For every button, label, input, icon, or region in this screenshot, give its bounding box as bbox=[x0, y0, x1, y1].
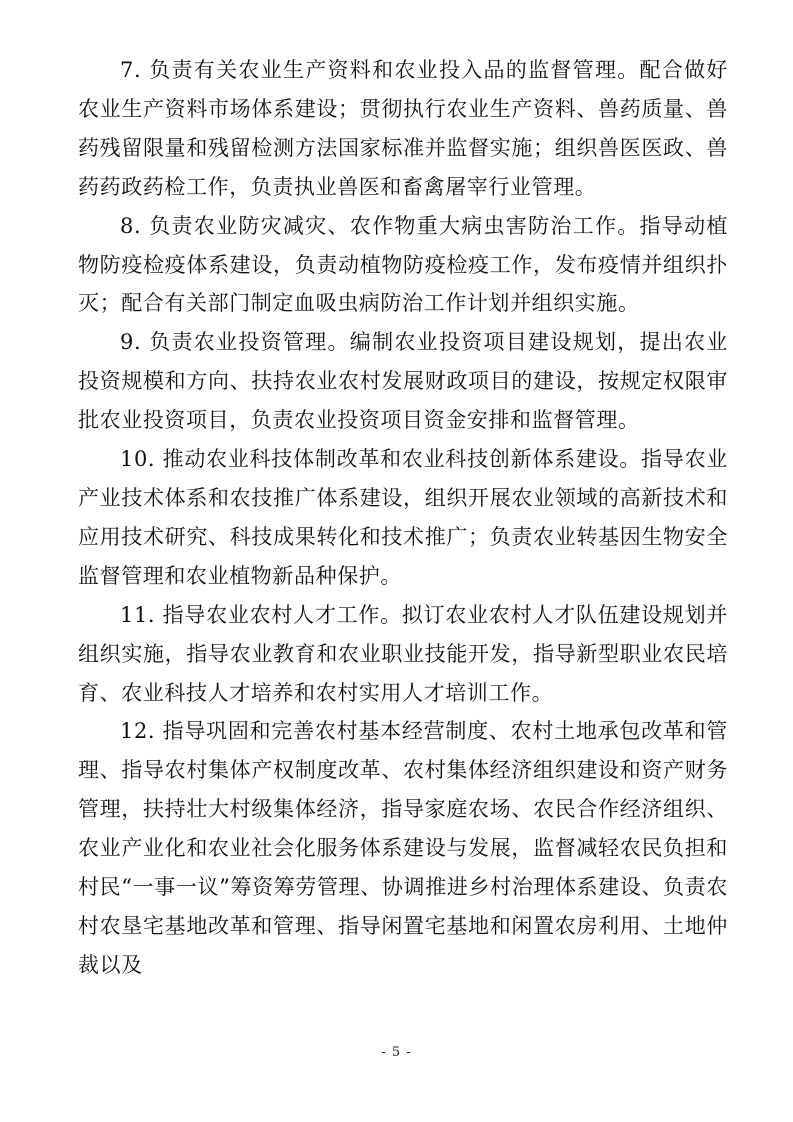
paragraph-text: 8. 负责农业防灾减灾、农作物重大病虫害防治工作。指导动植物防疫检疫体系建设，负责动植物防疫检疫工作，发布疫情并组织扑灭；配合有关部门制定血吸虫病防治工作计划并组织实施。 bbox=[78, 213, 728, 316]
paragraph-text: 9. 负责农业投资管理。编制农业投资项目建设规划，提出农业投资规模和方向、扶持农业农村发展财政项目的建设，按规定权限审批农业投资项目，负责农业投资项目资金安排和监督管理。 bbox=[78, 330, 728, 433]
paragraph-item-9 bbox=[78, 323, 728, 440]
paragraph-item-12 bbox=[78, 712, 728, 984]
page-number: - 5 - bbox=[381, 1045, 412, 1060]
paragraph-item-11 bbox=[78, 596, 728, 713]
paragraph-text: 10. 推动农业科技体制改革和农业科技创新体系建设。指导农业产业技术体系和农技推广体系建设，组织开展农业领域的高新技术和应用技术研究、科技成果转化和技术推广；负责农业转基因生物安全监督管理和农业植物新品种保护。 bbox=[78, 447, 728, 588]
paragraph-text: 12. 指导巩固和完善农村基本经营制度、农村土地承包改革和管理、指导农村集体产权制度改革、农村集体经济组织建设和资产财务管理，扶持壮大村级集体经济，指导家庭农场、农民合作经济组织、农业产业化和农业社会化服务体系建设与发展，监督减轻农民负担和村民“一事一议”筹资筹劳管理、协调推进乡村治理体系建设、负责农村农垦宅基地改革和管理、指导闲置宅基地和闲置农房利用、土地仲裁以及 bbox=[78, 719, 728, 977]
paragraph-item-7 bbox=[78, 51, 728, 207]
paragraph-text: 11. 指导农业农村人才工作。拟订农业农村人才队伍建设规划并组织实施，指导农业教育和农业职业技能开发，指导新型职业农民培育、农业科技人才培养和农村实用人才培训工作。 bbox=[78, 602, 728, 705]
paragraph-item-8 bbox=[78, 207, 728, 324]
paragraph-item-10 bbox=[78, 440, 728, 596]
paragraph-text: 7. 负责有关农业生产资料和农业投入品的监督管理。配合做好农业生产资料市场体系建设；贯彻执行农业生产资料、兽药质量、兽药残留限量和残留检测方法国家标准并监督实施；组织兽医医政、兽药药政药检工作，负责执业兽医和畜禽屠宰行业管理。 bbox=[78, 58, 728, 199]
document-body bbox=[78, 51, 728, 985]
